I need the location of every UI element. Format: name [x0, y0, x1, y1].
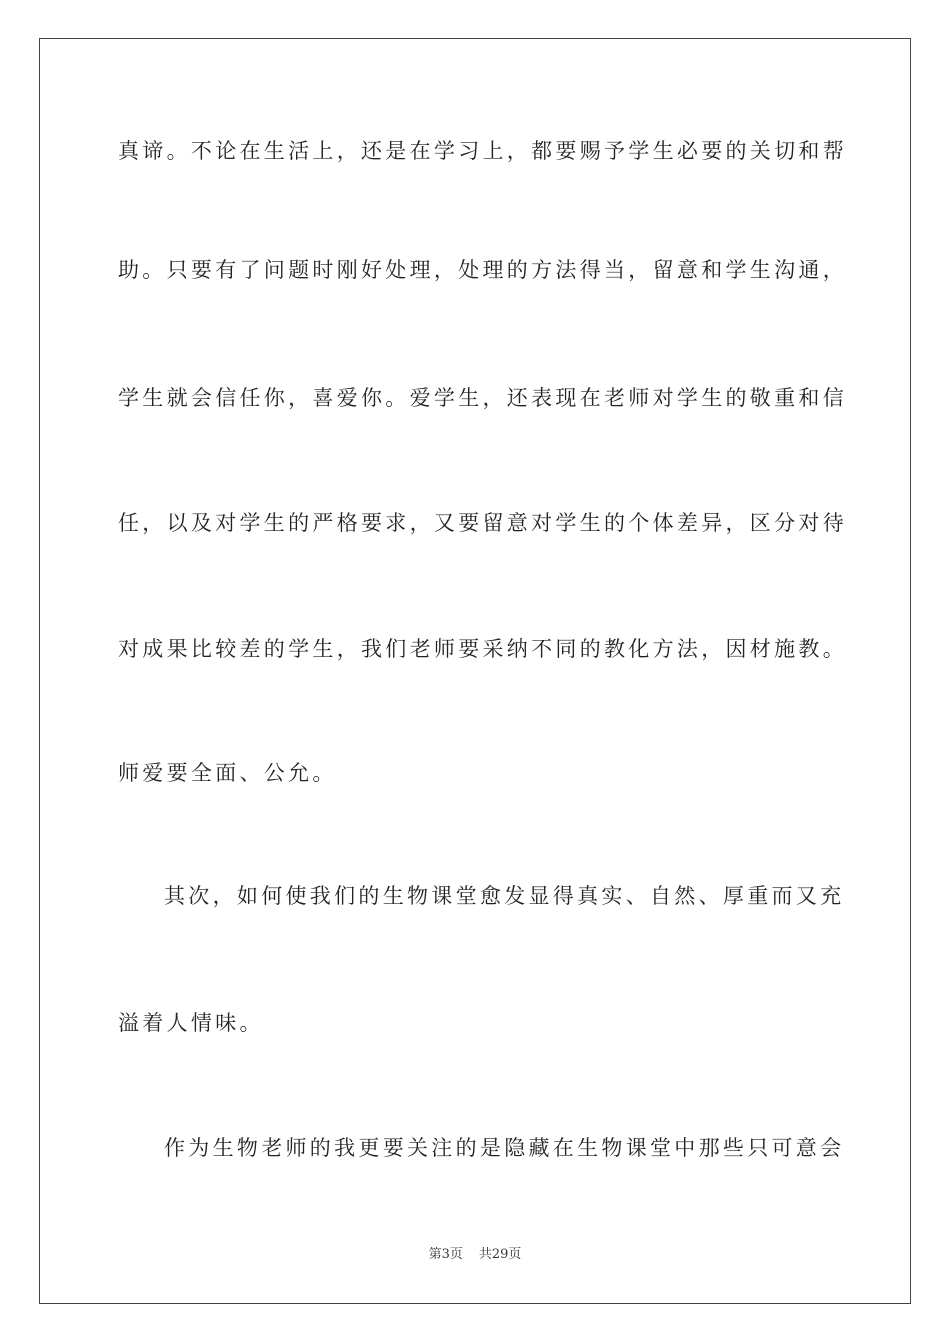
text-line: 真谛。不论在生活上，还是在学习上，都要赐予学生必要的关切和帮 — [118, 139, 847, 163]
page-total: 共29页 — [478, 1247, 522, 1262]
page-number: 第3页 — [428, 1247, 463, 1262]
text-line: 任，以及对学生的严格要求，又要留意对学生的个体差异，区分对待 — [118, 511, 847, 535]
paragraph-first-line: 作为生物老师的我更要关注的是隐藏在生物课堂中那些只可意会 — [164, 1136, 845, 1160]
text-line: 学生就会信任你，喜爱你。爱学生，还表现在老师对学生的敬重和信 — [118, 386, 847, 410]
text-line: 师爱要全面、公允。 — [118, 761, 337, 785]
page-border — [39, 38, 911, 1304]
text-line: 助。只要有了问题时刚好处理，处理的方法得当，留意和学生沟通， — [118, 258, 847, 282]
text-line: 对成果比较差的学生，我们老师要采纳不同的教化方法，因材施教。 — [118, 637, 847, 661]
page-footer — [0, 1246, 950, 1264]
paragraph-first-line: 其次，如何使我们的生物课堂愈发显得真实、自然、厚重而又充 — [164, 884, 845, 908]
text-line: 溢着人情味。 — [118, 1011, 264, 1035]
